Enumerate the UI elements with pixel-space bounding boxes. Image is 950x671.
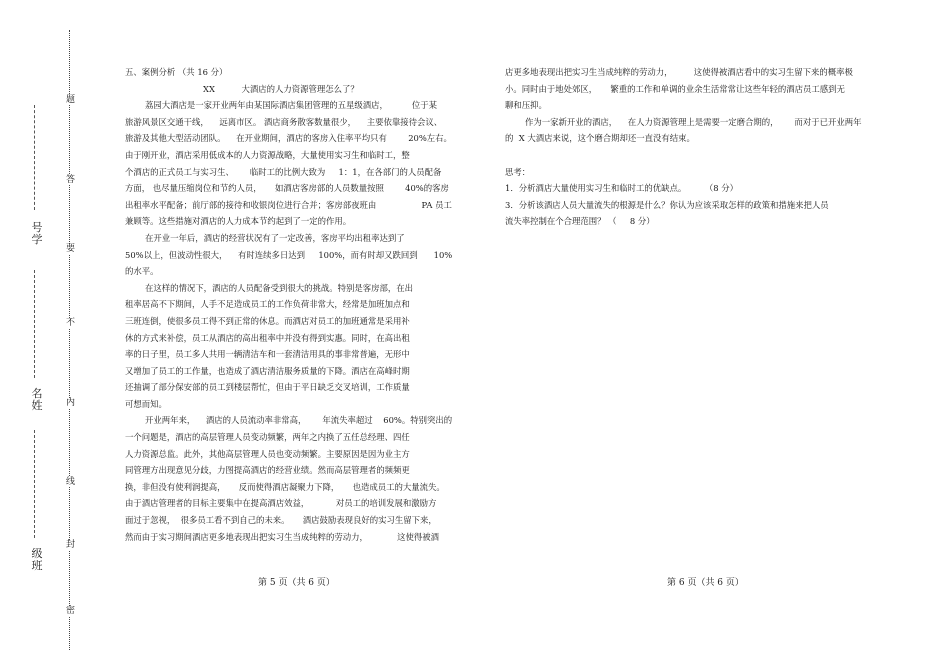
paragraph-line: 开业两年来， 酒店的人员流动率非常高， 年流失率超过 60%。特别突出的 xyxy=(145,415,453,426)
field-underline xyxy=(34,430,35,538)
paragraph-line: 一个问题是，酒店的高层管理人员变动频繁，两年之内换了五任总经理、四任 xyxy=(125,432,410,443)
right-column xyxy=(505,64,885,230)
paragraph-line: 旅游风景区交通干线， 远离市区。 酒店商务散客数量很少， 主要依靠接待会议、 xyxy=(125,116,443,127)
paragraph-line: 个酒店的正式员工与实习生、 临时工的比例大致为 1：1，在各部门的人员配备 xyxy=(125,166,442,177)
seal-char: 题 xyxy=(66,95,76,105)
paragraph-line: 在这样的情况下，酒店的人员配备受到很大的挑战。特别是客房部，在出 xyxy=(145,282,413,293)
paragraph-line: 换，非但没有使利润提高， 反而使得酒店凝聚力下降， 也造成员工的大量流失。 xyxy=(125,481,445,492)
paragraph-line: 租率居高不下期间，人手不足造成员工的工作负荷非常大，经常是加班加点和 xyxy=(125,299,410,310)
case-title: XX 大酒店的人力资源管理怎么了？ xyxy=(203,83,359,94)
field-label: 名 姓 xyxy=(31,387,43,412)
field-underline xyxy=(34,105,35,210)
seal-char: 密 xyxy=(66,606,76,616)
question-3: 3．分析该酒店人员大量流失的根源是什么？你认为应该采取怎样的政策和措施来把人员 xyxy=(505,199,829,210)
paragraph-line: 作为一家新开业的酒店， 在人力资源管理上是需要一定磨合期的， 而对于已开业两年 xyxy=(525,116,862,127)
binding-dotted-line xyxy=(69,30,70,650)
paragraph-line: 兼顾等。这些措施对酒店的人力成本节约起到了一定的作用。 xyxy=(125,216,352,227)
questions-heading: 思考： xyxy=(505,166,531,177)
field-label: 号 学 xyxy=(31,221,43,246)
paragraph-line: 人力资源总监。此外，其他高层管理人员也变动频繁。主要原因是因为业主方 xyxy=(125,448,410,459)
seal-char: 要 xyxy=(66,244,76,254)
paragraph-line: 可想而知。 xyxy=(125,398,167,409)
question-1: 1．分析酒店大量使用实习生和临时工的优缺点。 （8 分） xyxy=(505,183,738,194)
page-footer-left: 第 5 页（共 6 页） xyxy=(258,578,335,588)
paragraph-line: 的水平。 xyxy=(125,266,159,277)
paragraph-line: 面过于忽视， 很多员工看不到自己的未来。 酒店鼓励表现良好的实习生留下来， xyxy=(125,515,437,526)
field-underline xyxy=(34,270,35,378)
field-label: 级 班 xyxy=(31,547,43,572)
paragraph-line: 休的方式来补偿，员工从酒店的高出租率中并没有得到实惠。同时，在高出租 xyxy=(125,332,410,343)
paragraph-line: 三班连倒，使很多员工得不到正常的休息。而酒店对员工的加班通常是采用补 xyxy=(125,315,410,326)
paragraph-line: 方面， 也尽量压缩岗位和节约人员， 如酒店客房部的人员数量按照 40%的客房 xyxy=(125,183,449,194)
left-column xyxy=(125,64,475,545)
binding-margin xyxy=(0,0,110,671)
paragraph-line: 率的日子里，员工多人共用一辆清洁车和一套清洁用具的事非常普遍，无形中 xyxy=(125,349,410,360)
seal-char: 答 xyxy=(66,175,76,185)
paragraph-line: 出租率水平配备；前厅部的接待和收银岗位进行合并；客房部夜班由 PA 员工 xyxy=(125,199,452,210)
seal-char: 线 xyxy=(66,477,76,487)
paragraph-line: 由于酒店管理者的目标主要集中在提高酒店效益， 对员工的培训发展和激励方 xyxy=(125,498,437,509)
paragraph-line: 聊和压抑。 xyxy=(505,100,547,111)
paragraph-line: 还抽调了部分保安部的员工到楼层帮忙，但由于平日缺乏交叉培训，工作质量 xyxy=(125,382,410,393)
paragraph-line: 旅游及其他大型活动团队。 在开业期间，酒店的客房入住率平均只有 20%左右。 xyxy=(125,133,452,144)
seal-char: 内 xyxy=(66,398,76,408)
seal-char: 不 xyxy=(66,318,76,328)
question-3-cont: 流失率控制在个合理范围？ （ 8 分） xyxy=(505,216,655,227)
paragraph-line: 的 X 大酒店来说，这个磨合期却还一直没有结束。 xyxy=(505,133,695,144)
page-footer-right: 第 6 页（共 6 页） xyxy=(667,578,744,588)
seal-char: 封 xyxy=(66,540,76,550)
paragraph-line: 50%以上，但波动性很大， 有时连续多日达到 100%，而有时却又跌回到 10% xyxy=(125,249,453,260)
paragraph-line: 由于刚开业，酒店采用低成本的人力资源战略，大量使用实习生和临时工，整 xyxy=(125,149,410,160)
paragraph-line: 同管理方出现意见分歧，力图提高酒店的经营业绩。然而高层管理者的频频更 xyxy=(125,465,410,476)
paragraph-line: 又增加了员工的工作量，也造成了酒店清洁服务质量的下降。酒店在高峰时期 xyxy=(125,365,410,376)
paragraph-line: 然而由于实习期间酒店更多地表现出把实习生当成纯粹的劳动力， 这使得被酒 xyxy=(125,531,440,542)
paragraph-line: 小。同时由于地处郊区， 繁重的工作和单调的业余生活常常让这些年轻的酒店员工感到无 xyxy=(505,83,845,94)
section-heading: 五、案例分析 （共 16 分） xyxy=(125,67,228,77)
paragraph-line: 在开业一年后，酒店的经营状况有了一定改善，客房平均出租率达到了 xyxy=(145,232,405,243)
paragraph-line: 荔园大酒店是一家开业两年由某国际酒店集团管理的五星级酒店， 位于某 xyxy=(145,100,437,111)
paragraph-line: 店更多地表现出把实习生当成纯粹的劳动力， 这使得被酒店看中的实习生留下来的概率极 xyxy=(505,67,853,77)
